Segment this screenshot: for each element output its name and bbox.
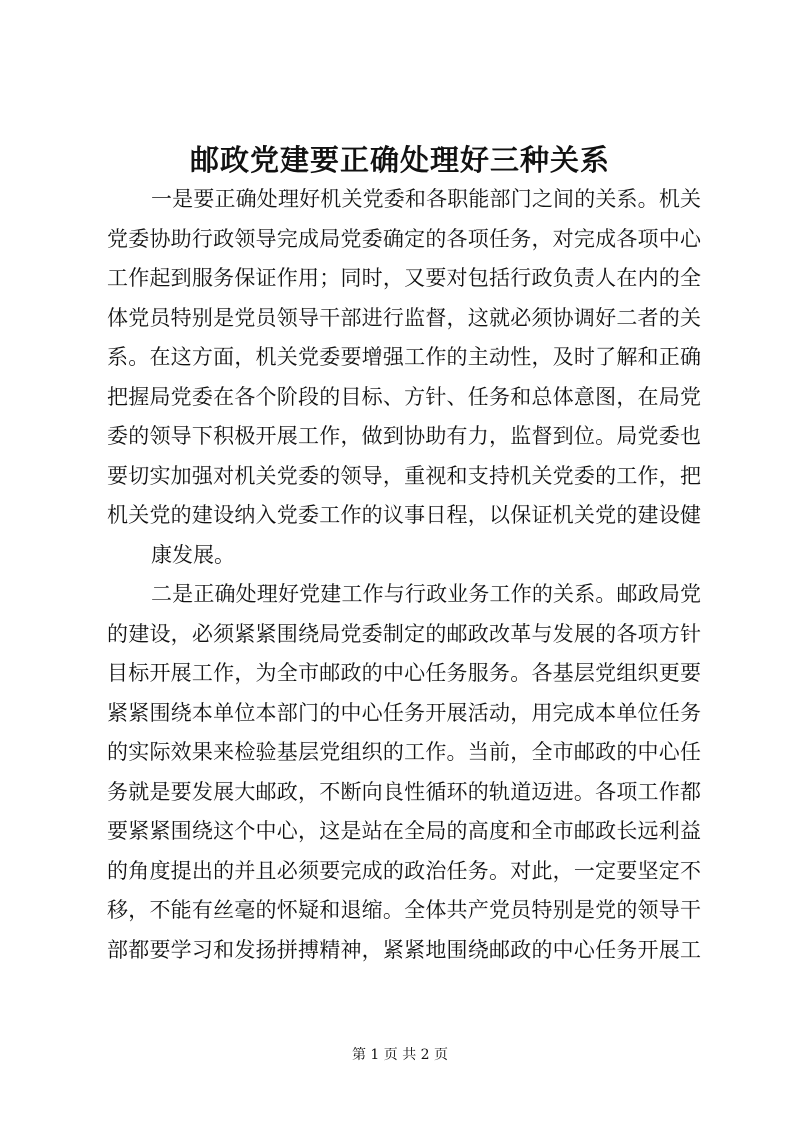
paragraph-2-line-9: 移，不能有丝毫的怀疑和退缩。全体共产党员特别是党的领导干	[107, 898, 701, 922]
paragraph-1-line-9: 机关党的建设纳入党委工作的议事日程，以保证机关党的建设健	[107, 503, 701, 527]
paragraph-2-line-2: 的建设，必须紧紧围绕局党委制定的邮政改革与发展的各项方针	[107, 621, 701, 646]
paragraph-2-line-6: 务就是要发展大邮政，不断向良性循环的轨道迈进。各项工作都	[107, 779, 701, 804]
paragraph-1-line-4: 体党员特别是党员领导干部进行监督，这就必须协调好二者的关	[107, 305, 701, 330]
page-footer: 第 1 页 共 2 页	[351, 1047, 449, 1063]
page-title: 邮政党建要正确处理好三种关系	[189, 143, 610, 177]
paragraph-2-line-3: 目标开展工作，为全市邮政的中心任务服务。各基层党组织更要	[107, 661, 701, 685]
paragraph-1-line-3: 工作起到服务保证作用；同时，又要对包括行政负责人在内的全	[107, 266, 701, 290]
paragraph-1-line-10: 康发展。	[151, 542, 235, 567]
document-body	[107, 180, 701, 970]
paragraph-1-line-5: 系。在这方面，机关党委要增强工作的主动性，及时了解和正确	[107, 345, 701, 369]
paragraph-2-line-7: 要紧紧围绕这个中心，这是站在全局的高度和全市邮政长远利益	[107, 819, 701, 843]
paragraph-2-line-4: 紧紧围绕本单位本部门的中心任务开展活动，用完成本单位任务	[107, 700, 701, 725]
paragraph-1-line-2: 党委协助行政领导完成局党委确定的各项任务，对完成各项中心	[107, 226, 701, 251]
paragraph-2-line-1: 二是正确处理好党建工作与行政业务工作的关系。邮政局党	[151, 582, 701, 606]
paragraph-1-line-7: 委的领导下积极开展工作，做到协助有力，监督到位。局党委也	[107, 424, 701, 448]
paragraph-2-line-5: 的实际效果来检验基层党组织的工作。当前，全市邮政的中心任	[107, 740, 701, 764]
paragraph-2-line-10: 部都要学习和发扬拼搏精神，紧紧地围绕邮政的中心任务开展工	[107, 937, 701, 962]
paragraph-1-line-1: 一是要正确处理好机关党委和各职能部门之间的关系。机关	[151, 187, 701, 211]
paragraph-2-line-8: 的角度提出的并且必须要完成的政治任务。对此，一定要坚定不	[107, 858, 701, 883]
paragraph-1-line-6: 把握局党委在各个阶段的目标、方针、任务和总体意图，在局党	[107, 384, 701, 409]
paragraph-1-line-8: 要切实加强对机关党委的领导，重视和支持机关党委的工作，把	[107, 463, 701, 488]
